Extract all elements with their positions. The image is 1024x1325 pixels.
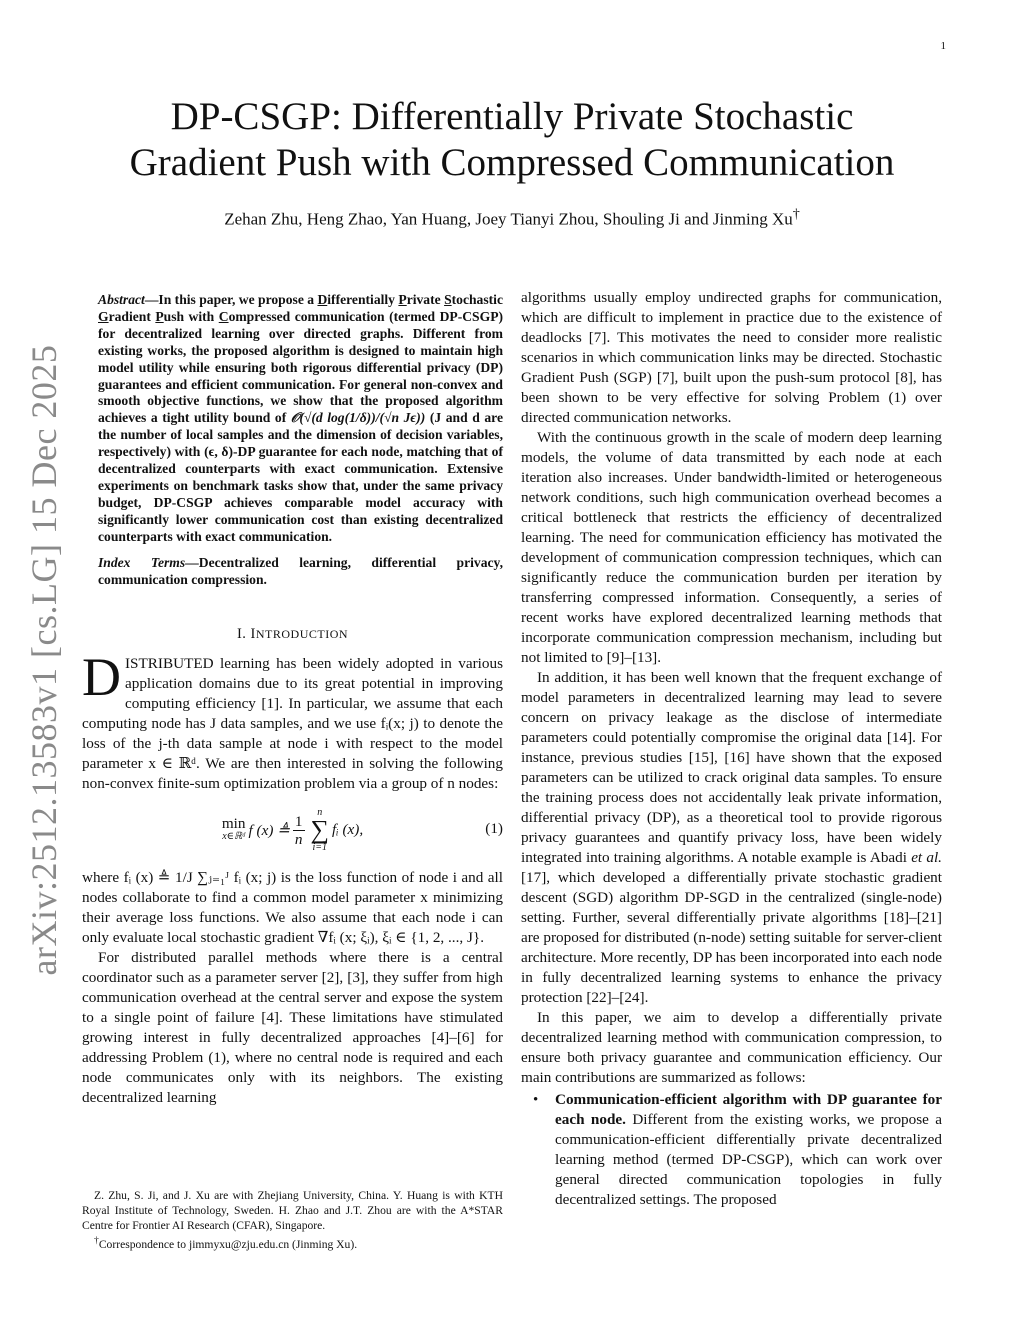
acronym-p-rest: rivate <box>406 292 445 307</box>
acronym-s: S <box>444 292 452 307</box>
footnote-correspondence <box>82 1233 503 1252</box>
right-paragraph-4: In this paper, we aim to develop a differentially private decentralized learning method with communication compression, to ensure both privacy guarantee and communication efficiency. Our main contributions are summarized as follows: <box>521 1009 942 1086</box>
abstract-intro: —In this paper, we propose a <box>144 292 318 307</box>
footnote-affiliations: Z. Zhu, S. Ji, and J. Xu are with Zhejiang University, China. Y. Huang is with KTH Royal Institute of Technology, Sweden. H. Zhao and J.T. Zhou are with the A*STAR Centre for Frontier AI Research (CFAR), Singapore. <box>82 1189 503 1232</box>
eq-fraction <box>293 813 305 848</box>
acronym-pu-rest: ush with <box>163 308 219 324</box>
acronym-d-rest: ifferentially <box>327 292 399 307</box>
footnotes <box>82 1188 503 1252</box>
eq-min-subscript: x∈ℝᵈ <box>222 831 246 843</box>
section-heading-introduction <box>82 626 503 643</box>
intro-paragraph-1-text: ISTRIBUTED learning has been widely adopted in various application domains due to its great potential in improving computing efficiency [1]. In particular, we assume that each computing node has J data samples, and we use fᵢ(x; j) to denote the loss of the j-th data sample at node i with respect to the model parameter x ∈ ℝᵈ. We are then interested in solving the following non-convex finite-sum optimization problem via a group of n nodes: <box>82 655 503 793</box>
arxiv-identifier[interactable]: arXiv:2512.13583v1 [cs.LG] 15 Dec 2025 <box>24 344 64 976</box>
title-line-2: Gradient Push with Compressed Communication <box>129 141 895 184</box>
acronym-g: G <box>98 308 109 324</box>
list-item <box>521 1090 942 1210</box>
left-column <box>82 288 503 1108</box>
index-terms <box>82 555 503 589</box>
eq-rhs: fᵢ (x), <box>332 821 364 839</box>
author-dagger: † <box>792 206 800 222</box>
footnote-correspondence-text: Correspondence to jimmyxu@zju.edu.cn (Jinming Xu). <box>98 1237 358 1251</box>
eq-sum-upper: n <box>317 807 323 819</box>
contribution-title: Communication-efficient algorithm with DP guarantee for each node. <box>555 1091 942 1128</box>
acronym-c: C <box>218 308 229 324</box>
eq-lhs: f (x) ≜ <box>248 821 290 839</box>
page-number: 1 <box>940 40 946 52</box>
author-list <box>84 206 940 230</box>
index-terms-text: —Decentralized learning, differential privacy, communication compression. <box>98 554 503 587</box>
acronym-g-rest: radient <box>108 308 156 324</box>
equation-number: (1) <box>485 820 503 838</box>
abstract-body-2: (J and d are the number of local samples and the dimension of decision variables, respectively) with (ϵ, δ)-DP guarantee for each node, matching that of decentralized counterparts with exact communication. Extensive experiments on benchmark tasks show that, under the same privacy budget, DP-CSGP achieves comparable model accuracy with significantly lower communication cost than existing decentralized counterparts with exact communication. <box>98 410 503 544</box>
bullet-icon: • <box>533 1092 539 1108</box>
authors-text: Zehan Zhu, Heng Zhao, Yan Huang, Joey Tianyi Zhou, Shouling Ji and Jinming Xu <box>224 209 793 229</box>
right-paragraph-3-rest: [17], which developed a differentially private stochastic gradient descent (SGD) algorithm DP-SGD in the centralized (single-node) setting. Further, several differentially private algorithms [18]–[21] are proposed for distributed (n-node) setting suitable for server-client architecture. More recently, DP has been incorporated into each node in fully decentralized learning systems to enhance the privacy protection [22]–[24]. <box>521 869 942 1006</box>
eq-min-operator <box>222 817 246 843</box>
section-number: I. <box>236 626 247 643</box>
drop-cap: D <box>82 647 121 708</box>
index-terms-label: Index Terms <box>98 554 186 570</box>
right-paragraph-3-text: In addition, it has been well known that the frequent exchange of model parameters in decentralized learning may lead to severe concern on privacy leakage as the disclose of intermediate parameters could potentially compromise the original data [14]. For instance, previous studies [15], [16] have shown that the exposed parameters can be utilized to crack original data samples. To ensure the training process does not accidentally leak private information, differential privacy (DP), as a theoretical tool to provide rigorous privacy guarantees and quantify privacy loss, have been widely integrated into training algorithms. A notable example is Abadi <box>521 669 942 866</box>
intro-paragraph-1 <box>82 647 503 794</box>
eq-fraction-denominator: n <box>294 830 303 848</box>
right-column <box>521 288 942 1210</box>
acronym-pu: P <box>155 308 164 324</box>
contribution-text: Different from the existing works, we propose a communication-efficient differentially private decentralized learning method (termed DP-CSGP), which can work over general directed communication topologies in fully decentralized settings. The proposed <box>555 1111 942 1208</box>
section-title-first: I <box>250 626 256 643</box>
contributions-list <box>521 1090 942 1210</box>
acronym-s-rest: tochastic <box>451 292 503 307</box>
eq-summation: n ∑ i=1 <box>310 807 330 854</box>
acronym-d: D <box>317 292 328 307</box>
right-paragraph-2: With the continuous growth in the scale of modern deep learning models, the volume of data transmitted by each node at each iteration also increases. Under bandwidth-limited or heterogeneous network conditions, such high communication overhead becomes a critical bottleneck that restricts the efficiency of decentralized learning. The need for communication efficiency has motivated the development of communication compression techniques, which can significantly reduce the communication burden per iteration by transferring compressed information. Consequently, a series of recent works have explored decentralized learning methods that incorporate communication compression mechanism, including but not limited to [9]–[13]. <box>521 429 942 666</box>
paper-title <box>84 94 940 186</box>
eq-sum-lower: i=1 <box>312 842 328 854</box>
eq-min-label: min <box>221 815 246 833</box>
footnote-dagger: † <box>94 1235 99 1246</box>
section-title-rest: NTRODUCTION <box>255 627 349 642</box>
et-al: et al. <box>911 849 942 866</box>
title-line-1: DP-CSGP: Differentially Private Stochastic <box>170 95 854 138</box>
right-paragraph-3 <box>521 668 942 1008</box>
intro-paragraph-3: For distributed parallel methods where there is a central coordinator such as a parameter server [2], [3], they suffer from high communication overhead at the central server and expose the system to a single point of failure [4]. These limitations have stimulated growing interest in fully decentralized approaches [4]–[6] for addressing Problem (1), where no central node is required and each node communicates only with its neighbors. The existing decentralized learning <box>82 949 503 1107</box>
right-paragraph-1: algorithms usually employ undirected graphs for communication, which are difficult to implement in practice due to the existence of deadlocks [7]. This motivates the need to consider more realistic scenarios in which communication links may be directed. Stochastic Gradient Push (SGP) [7], built upon the push-sum protocol [8], has been shown to be very effective for solving Problem (1) over directed communication networks. <box>521 289 942 426</box>
utility-bound-formula: 𝒪(√(d log(1/δ))/(√n Jϵ)) <box>290 410 426 426</box>
acronym-c-rest: ompressed <box>228 308 291 324</box>
acronym-p: P <box>398 292 407 307</box>
eq-fraction-numerator: 1 <box>294 812 303 830</box>
intro-paragraph-2: where fᵢ (x) ≜ 1/J ∑ⱼ₌₁ᴶ fᵢ (x; j) is the loss function of node i and all nodes collaborate to find a common model parameter x minimizing their average loss functions. We also assume that each node i can only evaluate local stochastic gradient ∇fᵢ (x; ξᵢ), ξᵢ ∈ {1, 2, ..., J}. <box>82 869 503 947</box>
abstract <box>82 292 503 546</box>
abstract-body-1: communication (termed DP-CSGP) for decentralized learning over directed graphs. Different from existing works, the proposed algorithm is designed to maintain high model utility while ensuring both rigorous differential privacy (DP) guarantees and efficient communication. For general non-convex and smooth objective functions, we show that the proposed algorithm achieves a tight utility bound of <box>98 308 504 426</box>
equation-1 <box>82 800 503 860</box>
abstract-label: Abstract <box>98 292 145 307</box>
